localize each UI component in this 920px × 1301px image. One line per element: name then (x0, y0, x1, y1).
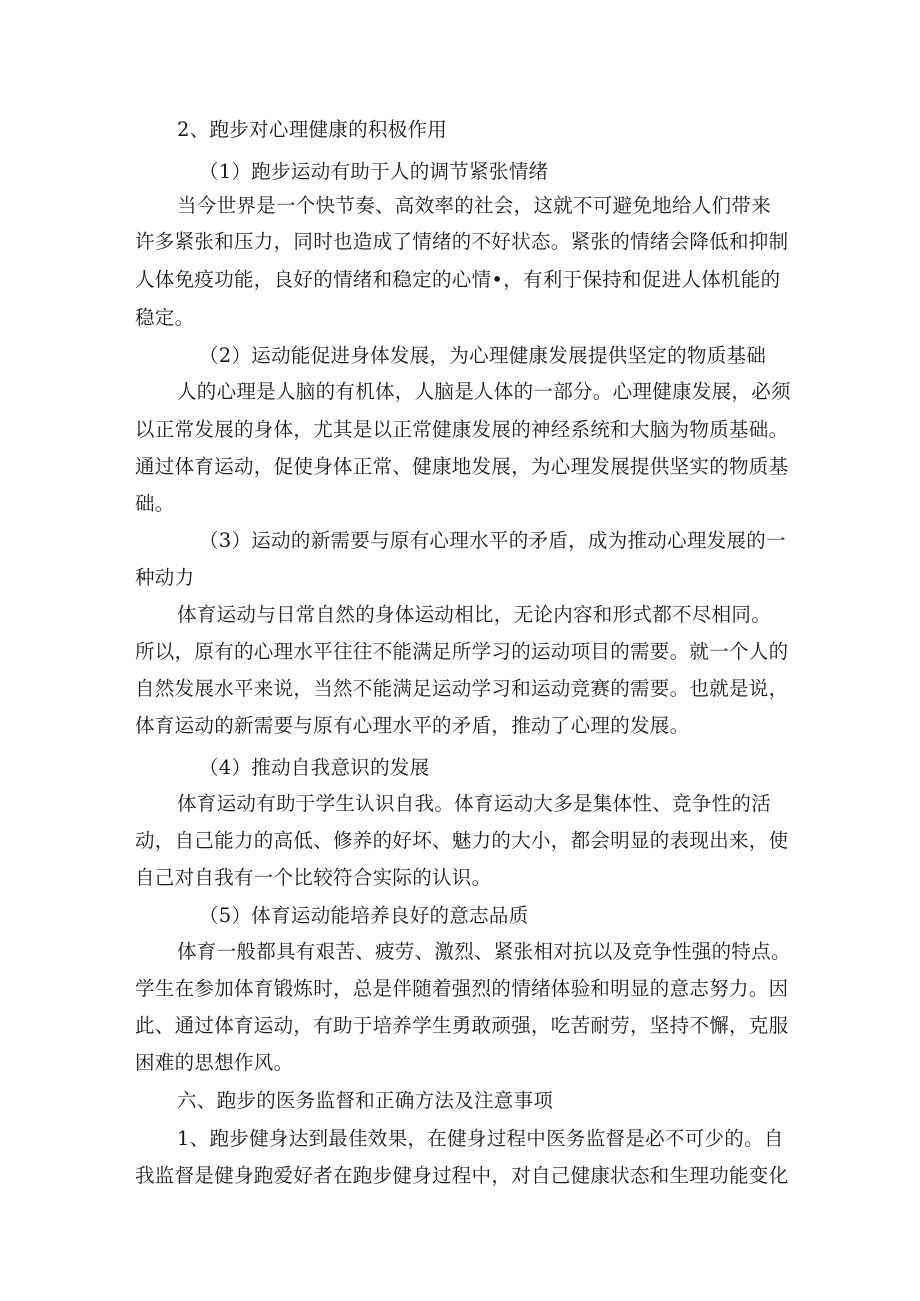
paragraph-line: 许多紧张和压力，同时也造成了情绪的不好状态。紧张的情绪会降低和抑制 (135, 230, 789, 253)
subsection-heading: （1）跑步运动有助于人的调节紧张情绪 (199, 160, 549, 183)
paragraph-line: 自己对自我有一个比较符合实际的认识。 (135, 866, 492, 889)
paragraph-line: 此、通过体育运动，有助于培养学生勇敢顽强，吃苦耐劳，坚持不懈，克服 (135, 1014, 789, 1037)
paragraph-line: 1、跑步健身达到最佳效果，在健身过程中医务监督是必不可少的。自 (177, 1127, 784, 1150)
subsection-heading: （4）推动自我意识的发展 (199, 756, 430, 779)
subsection-heading: （2）运动能促进身体发展，为心理健康发展提供坚定的物质基础 (199, 344, 767, 367)
section-heading: 2、跑步对心理健康的积极作用 (177, 118, 448, 141)
paragraph-line: 通过体育运动，促使身体正常、健康地发展，为心理发展提供坚实的物质基 (135, 455, 789, 478)
paragraph-line: 学生在参加体育锻炼时，总是伴随着强烈的情绪体验和明显的意志努力。因 (135, 977, 789, 1000)
section-heading: 六、跑步的医务监督和正确方法及注意事项 (177, 1089, 554, 1112)
subsection-heading: （5）体育运动能培养良好的意志品质 (199, 904, 529, 927)
paragraph-line: 人体免疫功能，良好的情绪和稳定的心情•，有利于保持和促进人体机能的 (135, 268, 781, 291)
paragraph-line: 当今世界是一个快节奏、高效率的社会，这就不可避免地给人们带来 (177, 194, 772, 217)
paragraph-line: 体育运动有助于学生认识自我。体育运动大多是集体性、竞争性的活 (177, 792, 772, 815)
subsection-heading: （3）运动的新需要与原有心理水平的矛盾，成为推动心理发展的一 (199, 529, 786, 552)
paragraph-line: 体育运动的新需要与原有心理水平的矛盾，推动了心理的发展。 (135, 714, 690, 737)
paragraph-line: 人的心理是人脑的有机体，人脑是人体的一部分。心理健康发展，必须 (177, 380, 791, 403)
paragraph-line: 础。 (135, 492, 175, 515)
paragraph-line: 体育运动与日常自然的身体运动相比，无论内容和形式都不尽相同。 (177, 603, 772, 626)
paragraph-line: 体育一般都具有艰苦、疲劳、激烈、紧张相对抗以及竞争性强的特点。 (177, 940, 791, 963)
paragraph-line: 稳定。 (135, 306, 195, 329)
paragraph-line: 自然发展水平来说，当然不能满足运动学习和运动竞赛的需要。也就是说， (135, 677, 789, 700)
paragraph-line: 以正常发展的身体，尤其是以正常健康发展的神经系统和大脑为物质基础。 (135, 418, 789, 441)
paragraph-line: 所以，原有的心理水平往往不能满足所学习的运动项目的需要。就一个人的 (135, 640, 789, 663)
paragraph-line: 困难的思想作风。 (135, 1051, 294, 1074)
paragraph-line: 我监督是健身跑爱好者在跑步健身过程中，对自己健康状态和生理功能变化 (135, 1164, 789, 1187)
subsection-heading-continued: 种动力 (135, 566, 195, 589)
paragraph-line: 动，自己能力的高低、修养的好坏、魅力的大小，都会明显的表现出来，使 (135, 829, 789, 852)
